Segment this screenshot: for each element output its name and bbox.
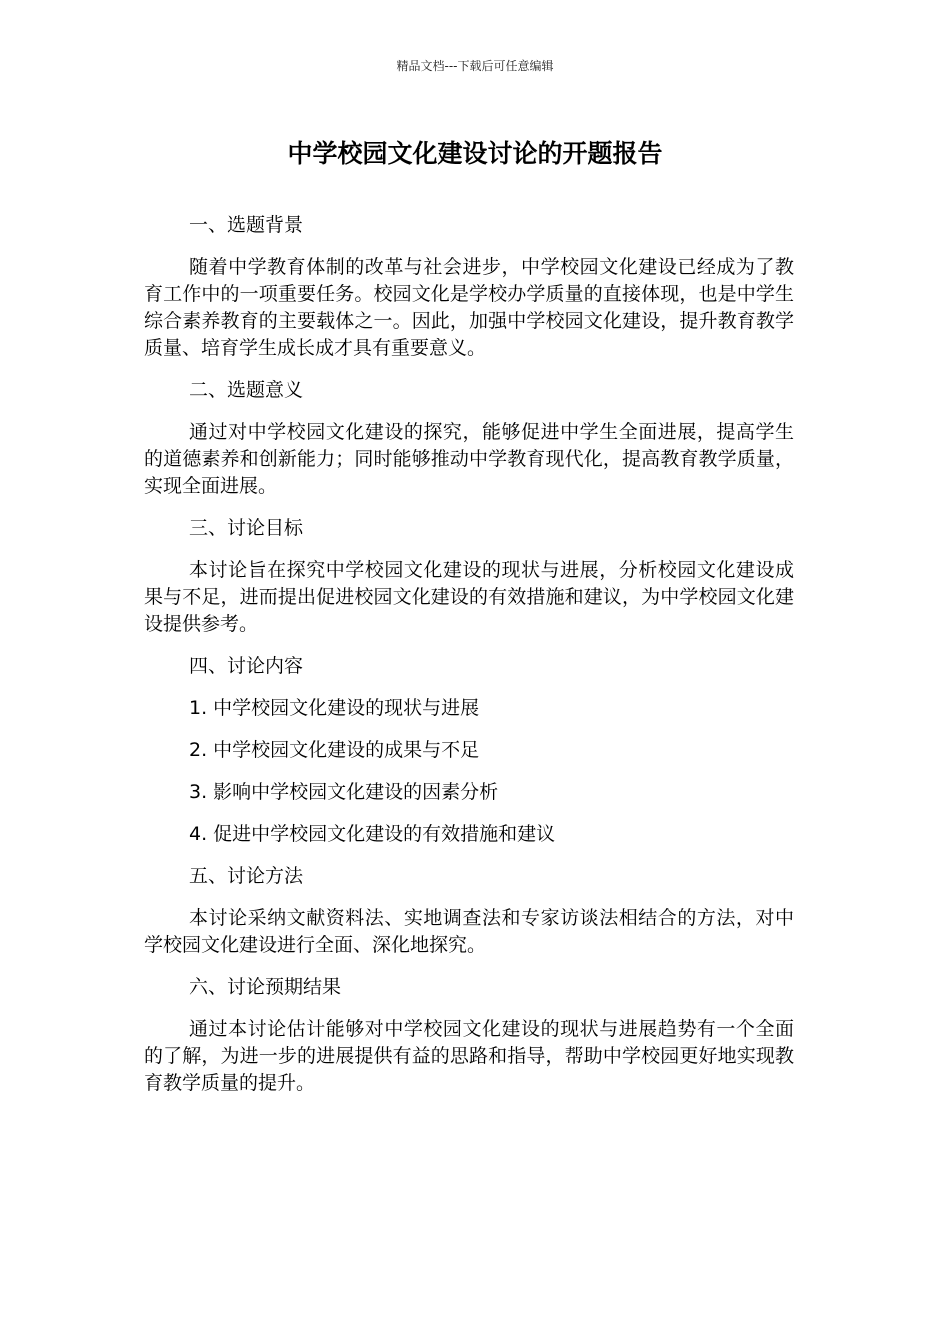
section-heading-methods: 五、讨论方法 [189,865,304,887]
section-heading-content: 四、讨论内容 [189,655,304,677]
header-note: 精品文档---下载后可任意编辑 [396,59,554,73]
section-heading-objectives: 三、讨论目标 [189,517,304,539]
section-heading-background: 一、选题背景 [189,214,304,236]
section-paragraph-objectives: 本讨论旨在探究中学校园文化建设的现状与进展，分析校园文化建设成果与不足，进而提出促进校园文化建设的有效措施和建议，为中学校园文化建设提供参考。 [144,559,794,635]
content-list-item: 1. 中学校园文化建设的现状与进展 [189,697,480,719]
document-title: 中学校园文化建设讨论的开题报告 [287,139,663,168]
section-heading-significance: 二、选题意义 [189,379,304,401]
content-list-item: 3. 影响中学校园文化建设的因素分析 [189,781,499,803]
content-list-item: 4. 促进中学校园文化建设的有效措施和建议 [189,823,556,845]
section-paragraph-methods: 本讨论采纳文献资料法、实地调查法和专家访谈法相结合的方法，对中学校园文化建设进行全面、深化地探究。 [144,907,794,956]
document-body [144,212,794,1112]
content-list-item: 2. 中学校园文化建设的成果与不足 [189,739,480,761]
section-paragraph-significance: 通过对中学校园文化建设的探究，能够促进中学生全面进展，提高学生的道德素养和创新能力；同时能够推动中学教育现代化，提高教育教学质量，实现全面进展。 [144,421,794,497]
section-paragraph-expected-results: 通过本讨论估计能够对中学校园文化建设的现状与进展趋势有一个全面的了解，为进一步的进展提供有益的思路和指导，帮助中学校园更好地实现教育教学质量的提升。 [144,1018,794,1094]
section-heading-expected-results: 六、讨论预期结果 [189,976,342,998]
section-paragraph-background: 随着中学教育体制的改革与社会进步，中学校园文化建设已经成为了教育工作中的一项重要任务。校园文化是学校办学质量的直接体现，也是中学生综合素养教育的主要载体之一。因此，加强中学校园文化建设，提升教育教学质量、培育学生成长成才具有重要意义。 [144,256,794,359]
